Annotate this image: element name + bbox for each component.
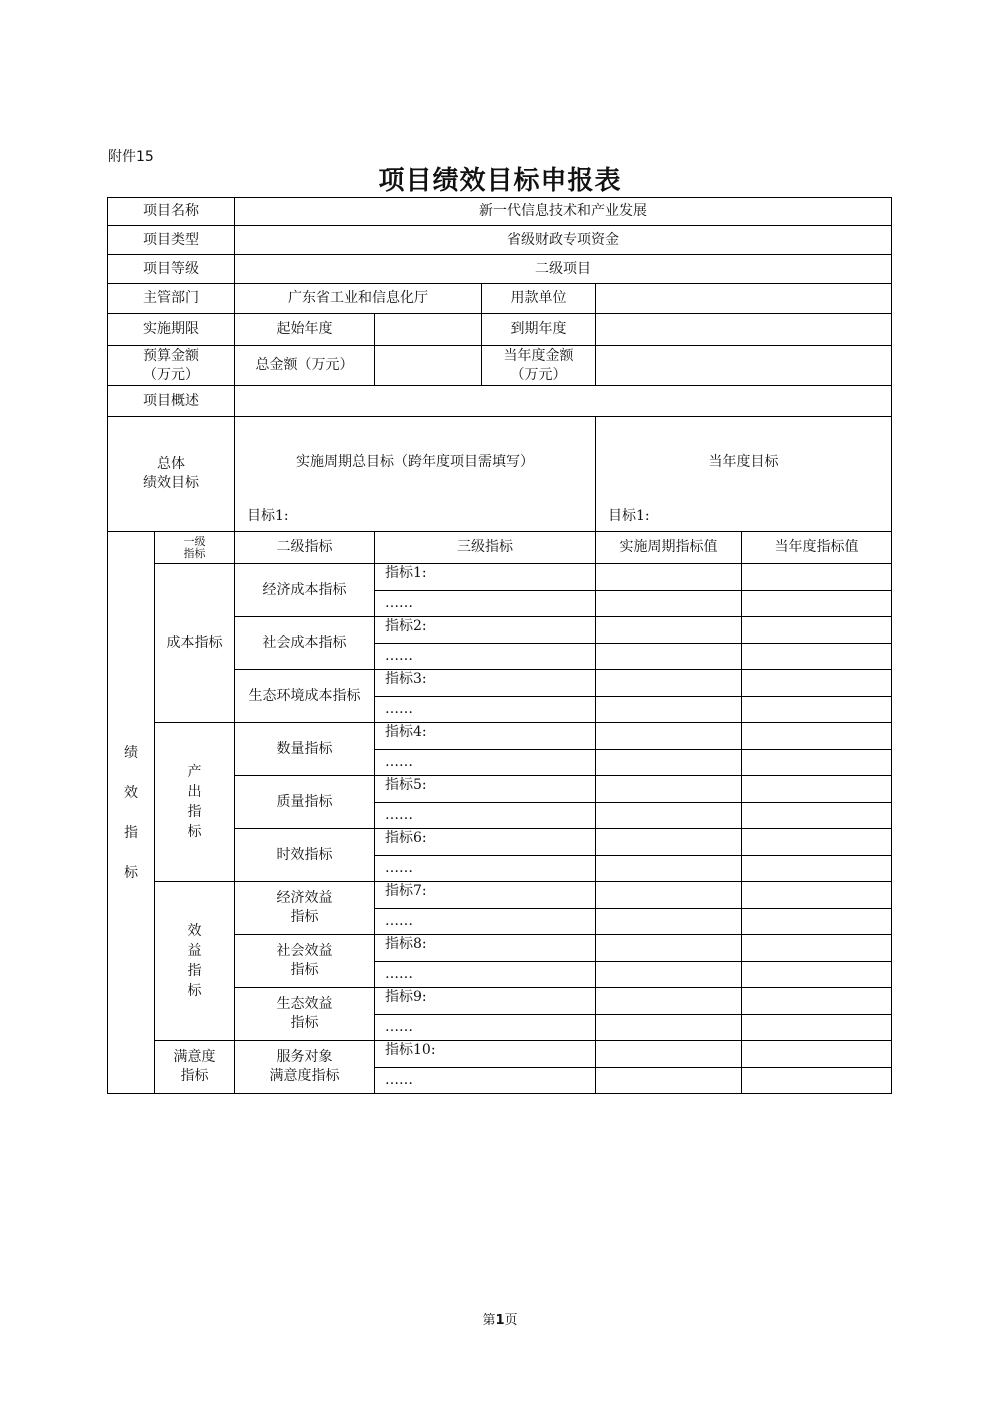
period-value-cell[interactable] (596, 591, 742, 617)
indicator-ellipsis[interactable]: …… (375, 1068, 596, 1094)
indicator-ellipsis[interactable]: …… (375, 1015, 596, 1041)
overall-goal-label-line2: 绩效目标 (143, 475, 199, 491)
year-value-cell[interactable] (742, 644, 892, 670)
year-value-cell[interactable] (742, 909, 892, 935)
performance-target-form (107, 197, 892, 1094)
sub-quality: 质量指标 (235, 776, 375, 829)
year-value-cell[interactable] (742, 1041, 892, 1068)
indicator-ellipsis[interactable]: …… (375, 697, 596, 723)
project-level-label: 项目等级 (108, 255, 235, 284)
period-value-cell[interactable] (596, 670, 742, 697)
year-value-cell[interactable] (742, 962, 892, 988)
indicator-item[interactable]: 指标6: (375, 829, 596, 856)
year-goal-heading: 当年度目标 (708, 454, 779, 470)
period-value-cell[interactable] (596, 829, 742, 856)
side-char: 绩 (124, 744, 138, 761)
indicator-ellipsis[interactable]: …… (375, 909, 596, 935)
start-year-value[interactable] (375, 314, 482, 346)
footer-prefix: 第 (482, 1313, 496, 1328)
period-value-cell[interactable] (596, 776, 742, 803)
project-name-label: 项目名称 (108, 198, 235, 226)
group-char: 产 (187, 764, 202, 780)
indicator-ellipsis[interactable]: …… (375, 856, 596, 882)
summary-value[interactable] (235, 386, 892, 417)
period-goal-tag: 目标1: (247, 508, 289, 524)
col-header-year-value: 当年度指标值 (742, 532, 892, 564)
group-cost: 成本指标 (155, 564, 235, 723)
sub-economic-benefit (235, 882, 375, 935)
side-char: 效 (124, 784, 138, 801)
period-label: 实施期限 (108, 314, 235, 346)
total-amount-value[interactable] (375, 346, 482, 386)
period-value-cell[interactable] (596, 962, 742, 988)
year-value-cell[interactable] (742, 1068, 892, 1094)
col-header-level2: 二级指标 (235, 532, 375, 564)
total-amount-label: 总金额（万元） (235, 346, 375, 386)
project-type-label: 项目类型 (108, 226, 235, 255)
period-value-cell[interactable] (596, 644, 742, 670)
period-value-cell[interactable] (596, 750, 742, 776)
year-value-cell[interactable] (742, 723, 892, 750)
year-value-cell[interactable] (742, 1015, 892, 1041)
sub-name-line2: 满意度指标 (269, 1068, 340, 1084)
indicator-item[interactable]: 指标2: (375, 617, 596, 644)
summary-label: 项目概述 (108, 386, 235, 417)
indicator-item[interactable]: 指标5: (375, 776, 596, 803)
year-value-cell[interactable] (742, 935, 892, 962)
page-number: 1 (495, 1313, 505, 1328)
sub-eco-benefit (235, 988, 375, 1041)
year-value-cell[interactable] (742, 697, 892, 723)
indicator-item[interactable]: 指标4: (375, 723, 596, 750)
year-value-cell[interactable] (742, 564, 892, 591)
year-value-cell[interactable] (742, 988, 892, 1015)
group-char: 出 (187, 784, 202, 800)
sub-name-line1: 经济效益 (276, 890, 333, 906)
overall-goal-label-line1: 总体 (157, 456, 185, 472)
project-level-value[interactable]: 二级项目 (235, 255, 892, 284)
period-value-cell[interactable] (596, 909, 742, 935)
group-benefit (155, 882, 235, 1041)
period-value-cell[interactable] (596, 988, 742, 1015)
col-header-level1-line2: 指标 (183, 546, 206, 560)
page-footer (0, 1309, 1000, 1328)
sub-name-line1: 社会效益 (276, 943, 333, 959)
page-title: 项目绩效目标申报表 (378, 166, 622, 196)
year-amount-label-line2: （万元） (510, 366, 567, 383)
period-value-cell[interactable] (596, 617, 742, 644)
period-value-cell[interactable] (596, 1041, 742, 1068)
year-amount-label-line1: 当年度金额 (503, 347, 574, 364)
period-value-cell[interactable] (596, 697, 742, 723)
group-output (155, 723, 235, 882)
indicator-item[interactable]: 指标3: (375, 670, 596, 697)
year-value-cell[interactable] (742, 803, 892, 829)
period-goal-cell[interactable] (235, 417, 596, 532)
project-type-value[interactable]: 省级财政专项资金 (235, 226, 892, 255)
sub-quantity: 数量指标 (235, 723, 375, 776)
year-amount-value[interactable] (596, 346, 892, 386)
indicator-item[interactable]: 指标8: (375, 935, 596, 962)
period-value-cell[interactable] (596, 803, 742, 829)
side-char: 标 (124, 864, 138, 881)
year-value-cell[interactable] (742, 776, 892, 803)
sub-economic-cost: 经济成本指标 (235, 564, 375, 617)
unit-label: 用款单位 (482, 284, 596, 314)
end-year-value[interactable] (596, 314, 892, 346)
group-char: 标 (187, 824, 202, 840)
year-value-cell[interactable] (742, 829, 892, 856)
sub-name-line2: 指标 (290, 962, 319, 978)
sub-social-benefit (235, 935, 375, 988)
col-header-level1 (155, 532, 235, 564)
sub-name-line1: 生态效益 (276, 996, 333, 1012)
sub-timeliness: 时效指标 (235, 829, 375, 882)
period-goal-heading: 实施周期总目标（跨年度项目需填写） (296, 454, 534, 470)
year-goal-tag: 目标1: (608, 508, 650, 524)
col-header-level1-line1: 一级 (183, 534, 206, 548)
period-value-cell[interactable] (596, 935, 742, 962)
unit-value[interactable] (596, 284, 892, 314)
group-char: 标 (187, 983, 202, 999)
group-char: 指 (187, 963, 202, 979)
indicator-ellipsis[interactable]: …… (375, 803, 596, 829)
dept-value[interactable]: 广东省工业和信息化厅 (235, 284, 482, 314)
dept-label: 主管部门 (108, 284, 235, 314)
indicator-ellipsis[interactable]: …… (375, 591, 596, 617)
period-value-cell[interactable] (596, 564, 742, 591)
period-value-cell[interactable] (596, 723, 742, 750)
period-value-cell[interactable] (596, 1015, 742, 1041)
group-char: 益 (187, 943, 202, 959)
year-value-cell[interactable] (742, 882, 892, 909)
budget-label-line1: 预算金额 (143, 347, 199, 364)
year-value-cell[interactable] (742, 670, 892, 697)
end-year-label: 到期年度 (482, 314, 596, 346)
indicator-ellipsis[interactable]: …… (375, 962, 596, 988)
attachment-label: 附件15 (108, 149, 154, 165)
period-value-cell[interactable] (596, 1068, 742, 1094)
group-name-line2: 指标 (180, 1068, 209, 1084)
sub-name-line2: 指标 (290, 1015, 319, 1031)
period-value-cell[interactable] (596, 882, 742, 909)
project-name-value[interactable]: 新一代信息技术和产业发展 (235, 198, 892, 226)
group-name-line1: 满意度 (173, 1049, 216, 1065)
year-value-cell[interactable] (742, 617, 892, 644)
group-char: 效 (187, 923, 202, 939)
budget-label-line2: （万元） (143, 366, 199, 383)
indicator-item[interactable]: 指标1: (375, 564, 596, 591)
year-value-cell[interactable] (742, 750, 892, 776)
footer-suffix: 页 (504, 1313, 518, 1328)
period-value-cell[interactable] (596, 856, 742, 882)
sub-name-line1: 服务对象 (276, 1049, 333, 1065)
start-year-label: 起始年度 (235, 314, 375, 346)
performance-indicator-side-label (108, 532, 155, 1094)
group-char: 指 (187, 804, 202, 820)
sub-name-line2: 指标 (290, 909, 319, 925)
indicator-item[interactable]: 指标9: (375, 988, 596, 1015)
overall-goal-label (108, 417, 235, 532)
sub-eco-environment-cost: 生态环境成本指标 (235, 670, 375, 723)
indicator-ellipsis[interactable]: …… (375, 644, 596, 670)
budget-label (108, 346, 235, 386)
year-value-cell[interactable] (742, 856, 892, 882)
indicator-item[interactable]: 指标7: (375, 882, 596, 909)
year-value-cell[interactable] (742, 591, 892, 617)
indicator-ellipsis[interactable]: …… (375, 750, 596, 776)
indicator-item[interactable]: 指标10: (375, 1041, 596, 1068)
sub-service-satisfaction (235, 1041, 375, 1094)
year-goal-cell[interactable] (596, 417, 892, 532)
col-header-period-value: 实施周期指标值 (596, 532, 742, 564)
col-header-level3: 三级指标 (375, 532, 596, 564)
side-char: 指 (124, 824, 138, 841)
group-satisfaction (155, 1041, 235, 1094)
year-amount-label (482, 346, 596, 386)
sub-social-cost: 社会成本指标 (235, 617, 375, 670)
